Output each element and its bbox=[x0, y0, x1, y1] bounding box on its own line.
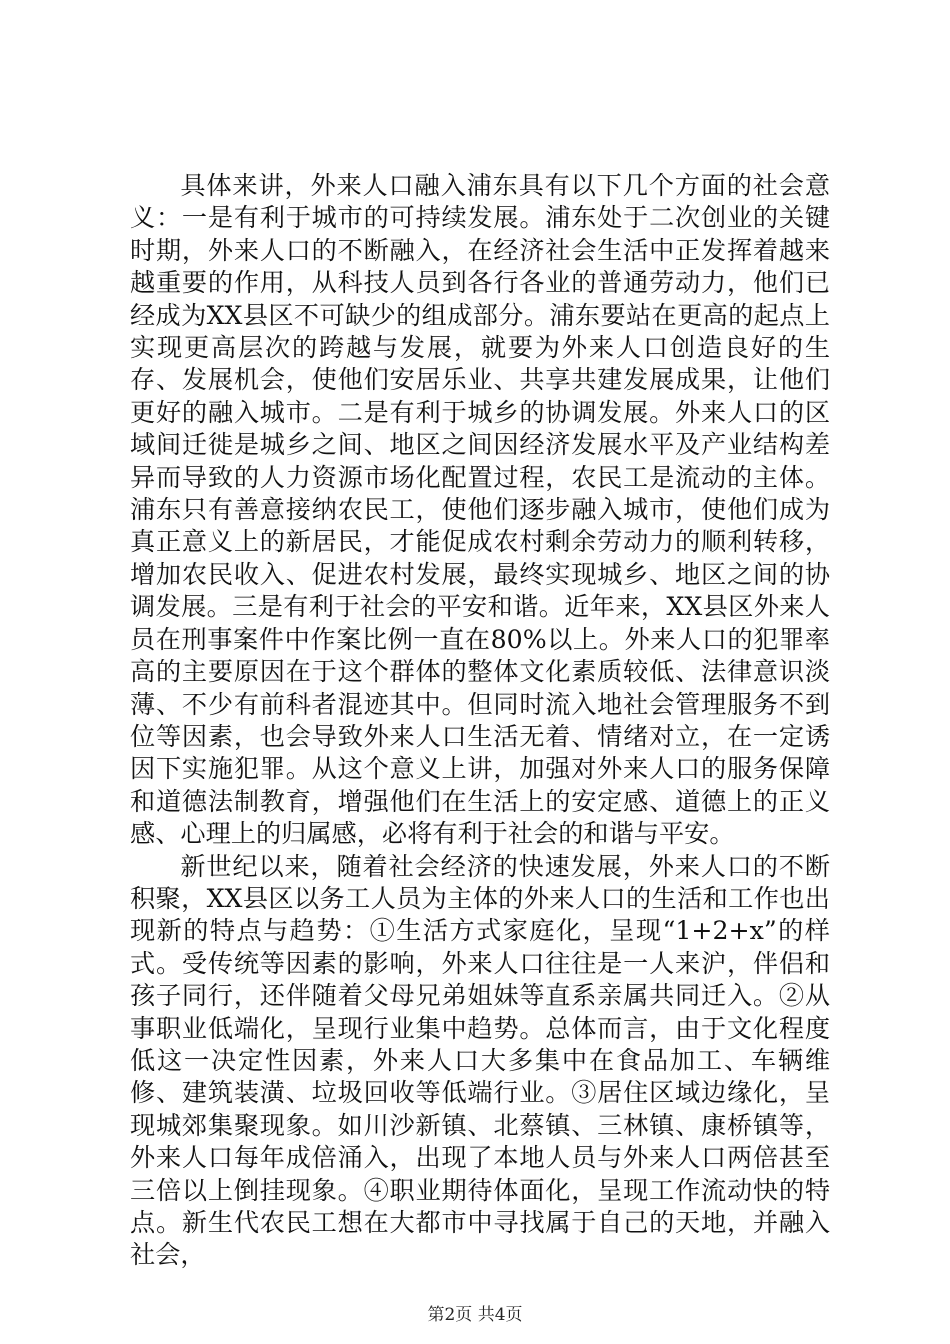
document-body bbox=[130, 170, 830, 1272]
paragraph-social-significance: 具体来讲，外来人口融入浦东具有以下几个方面的社会意义：一是有利于城市的可持续发展。浦东处于二次创业的关键时期，外来人口的不断融入，在经济社会生活中正发挥着越来越重要的作用，从科技人员到各行各业的普通劳动力，他们已经成为XX县区不可缺少的组成部分。浦东要站在更高的起点上实现更高层次的跨越与发展，就要为外来人口创造良好的生存、发展机会，使他们安居乐业、共享共建发展成果，让他们更好的融入城市。二是有利于城乡的协调发展。外来人口的区域间迁徙是城乡之间、地区之间因经济发展水平及产业结构差异而导致的人力资源市场化配置过程，农民工是流动的主体。浦东只有善意接纳农民工，使他们逐步融入城市，使他们成为真正意义上的新居民，才能促成农村剩余劳动力的顺利转移，增加农民收入、促进农村发展，最终实现城乡、地区之间的协调发展。三是有利于社会的平安和谐。近年来，XX县区外来人员在刑事案件中作案比例一直在80%以上。外来人口的犯罪率高的主要原因在于这个群体的整体文化素质较低、法律意识淡薄、不少有前科者混迹其中。但同时流入地社会管理服务不到位等因素，也会导致外来人口生活无着、情绪对立，在一定诱因下实施犯罪。从这个意义上讲，加强对外来人口的服务保障和道德法制教育，增强他们在生活上的安定感、道德上的正义感、心理上的归属感，必将有利于社会的和谐与平安。 bbox=[130, 171, 830, 849]
paragraph-new-trends: 新世纪以来，随着社会经济的快速发展，外来人口的不断积聚，XX县区以务工人员为主体的外来人口的生活和工作也出现新的特点与趋势：①生活方式家庭化，呈现“1+2+x”的样式。受传统等因素的影响，外来人口往往是一人来沪，伴侣和孩子同行，还伴随着父母兄弟姐妹等直系亲属共同迁入。②从事职业低端化，呈现行业集中趋势。总体而言，由于文化程度低这一决定性因素，外来人口大多集中在食品加工、车辆维修、建筑装潢、垃圾回收等低端行业。③居住区域边缘化，呈现城郊集聚现象。如川沙新镇、北蔡镇、三林镇、康桥镇等，外来人口每年成倍涌入，出现了本地人员与外来人口两倍甚至三倍以上倒挂现象。④职业期待体面化，呈现工作流动快的特点。新生代农民工想在大都市中寻找属于自己的天地，并融入社会， bbox=[130, 851, 830, 1270]
page-number-footer: 第2页 共4页 bbox=[427, 1305, 523, 1325]
